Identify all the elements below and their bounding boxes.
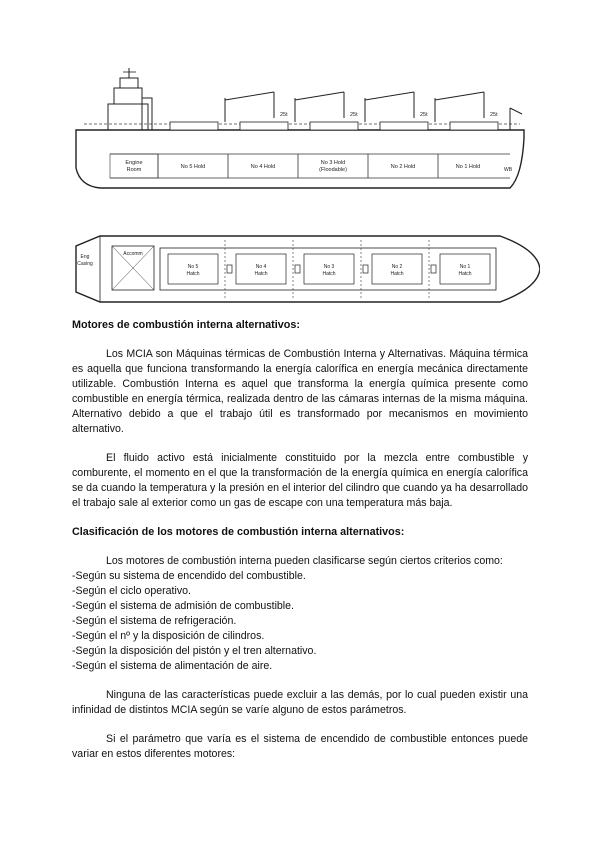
hatch-label: Hatch	[390, 271, 404, 277]
hatch-label: Hatch	[254, 271, 268, 277]
section-title-classification: Clasificación de los motores de combustión interna alternativos:	[72, 526, 405, 538]
list-item: -Según el sistema de alimentación de aire.	[72, 660, 273, 672]
hold-note: (Floodable)	[319, 167, 347, 173]
accommodation-label: Accomm	[123, 251, 143, 257]
list-item: -Según la disposición del pistón y el tren alternativo.	[72, 645, 317, 657]
hatch-label: No 4	[255, 264, 267, 270]
crane-capacity-label: 25t	[420, 112, 428, 118]
paragraph-no-exclusion: Ninguna de las características puede excluir a las demás, por lo cual pueden existir una infinidad de distintos MCIA según se varíe alguno de estos parámetros.	[72, 689, 528, 716]
eng-casing-label: Eng	[80, 254, 90, 260]
hatch-label: Hatch	[458, 271, 472, 277]
section-title-mcia: Motores de combustión interna alternativos:	[72, 319, 300, 331]
engine-room-label: Room	[126, 167, 142, 173]
hatch-label: Hatch	[322, 271, 336, 277]
hold-label: No 5 Hold	[180, 164, 206, 170]
paragraph-active-fluid: El fluido activo está inicialmente constituido por la mezcla entre combustible y comburente, el momento en el que la transformación de la energía química en energía calorífica se da cuando la temperatura y la presión en el interior del cilindro que cuando ya ha desarrollado el trabajo sale al exterior como un gas de escape con una temperatura más baja.	[72, 452, 528, 509]
paragraph-mcia-definition: Los MCIA son Máquinas térmicas de Combustión Interna y Alternativas. Máquina térmica es aquella que funciona transformando la energía calorífica en energía mecánica directamente utilizable. Combustión Interna es aquel que transforma la energía química presente como combustible en energía térmica, realizada dentro de las cámaras internas de la misma máquina. Alternativo debido a que el trabajo útil es transformado por mecanismos en movimiento alternativo.	[72, 348, 528, 435]
paragraph-classification-intro: Los motores de combustión interna pueden clasificarse según ciertos criterios como:	[106, 555, 503, 567]
list-item: -Según el sistema de refrigeración.	[72, 615, 237, 627]
hold-label: No 1 Hold	[455, 164, 481, 170]
hold-label: No 2 Hold	[390, 164, 416, 170]
list-item: -Según el nº y la disposición de cilindros.	[72, 630, 265, 642]
hatch-label: No 2	[391, 264, 403, 270]
hold-label: No 3 Hold	[320, 160, 346, 166]
paragraph-ignition-intro: Si el parámetro que varía es el sistema de encendido de combustible entonces puede variar en estos diferentes motores:	[72, 733, 528, 760]
crane-capacity-label: 25t	[280, 112, 288, 118]
criteria-list	[72, 569, 528, 674]
hatch-label: No 5	[187, 264, 199, 270]
eng-casing-label: Casing	[77, 261, 93, 267]
crane-capacity-label: 25t	[490, 112, 498, 118]
hold-label: No 4 Hold	[250, 164, 276, 170]
document-body	[72, 318, 528, 776]
ship-profile-diagram	[70, 68, 540, 198]
hatch-label: No 3	[323, 264, 335, 270]
engine-room-label: Engine	[125, 160, 143, 166]
list-item: -Según su sistema de encendido del combustible.	[72, 570, 306, 582]
list-item: -Según el ciclo operativo.	[72, 585, 191, 597]
ship-plan-diagram	[70, 232, 540, 306]
bow-mark-label: WB	[504, 167, 513, 173]
hatch-label: No 1	[459, 264, 471, 270]
crane-capacity-label: 25t	[350, 112, 358, 118]
list-item: -Según el sistema de admisión de combustible.	[72, 600, 294, 612]
hatch-label: Hatch	[186, 271, 200, 277]
